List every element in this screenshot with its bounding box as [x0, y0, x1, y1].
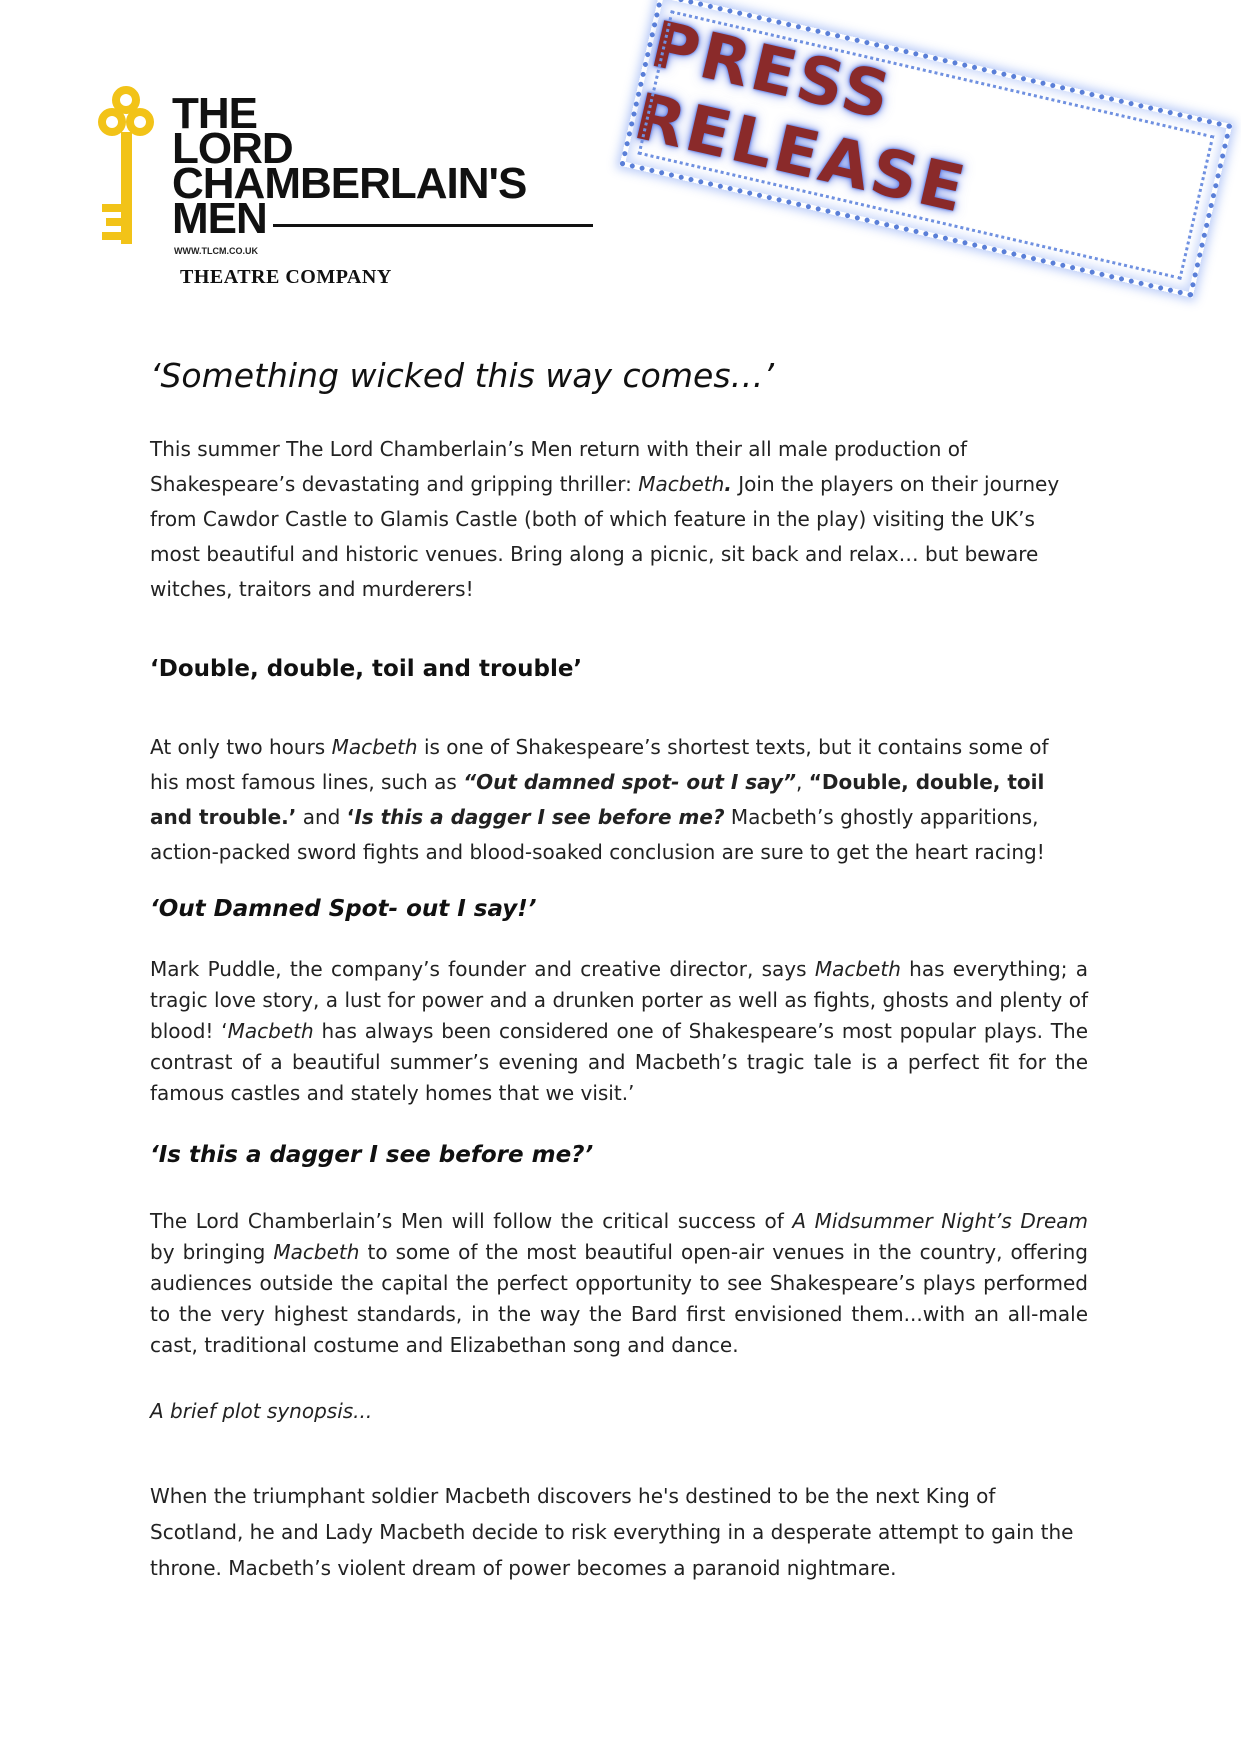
intro-macbeth: Macbeth: [638, 472, 725, 496]
logo-url: WWW.TLCM.CO.UK: [174, 246, 258, 256]
logo-line-lord: LORD: [172, 124, 293, 173]
spot-macbeth-2: Macbeth: [227, 1019, 314, 1043]
double-text-3: ,: [795, 770, 809, 794]
double-macbeth: Macbeth: [331, 735, 418, 759]
logo-theatre-company: THEATRE COMPANY: [180, 266, 392, 288]
logo-line-men: MEN: [172, 194, 267, 243]
spot-macbeth-1: Macbeth: [814, 957, 901, 981]
double-text-5: Macbeth’s ghostly apparitions, action-packed sword fights and blood-soaked conclusion are sure to get the heart racing!: [150, 805, 1045, 864]
double-text-1: At only two hours: [150, 735, 332, 759]
stamp-text: PRESS RELEASE: [627, 7, 974, 229]
spot-text-1: Mark Puddle, the company’s founder and creative director, says: [150, 957, 815, 981]
dagger-midsummer: A Midsummer Night’s Dream: [792, 1209, 1088, 1233]
logo-rule: [273, 224, 593, 227]
intro-text-2: Join the players on their journey from Cawdor Castle to Glamis Castle (both of which feature in the play) visiting the UK’s most beautiful and historic venues. Bring along a picnic, sit back and relax… but beware witches, traitors and murderers!: [150, 472, 1060, 601]
intro-dot: .: [724, 472, 732, 496]
intro-paragraph: [150, 432, 1080, 607]
quote-dagger: Is this a dagger I see before me?: [354, 805, 725, 829]
spot-text-3: has always been considered one of Shakespeare’s most popular plays. The contrast of a beautiful summer’s evening and Macbeth’s tragic tale is a perfect fit for the famous castles and stately homes that we visit.’: [150, 1019, 1088, 1105]
dagger-text-3: to some of the most beautiful open-air venues in the country, offering audiences outside the capital the perfect opportunity to see Shakespeare’s plays performed to the very highest standards, in the way the Bard first envisioned them...with an all-male cast, traditional costume and Elizabethan song and dance.: [150, 1240, 1088, 1357]
spot-text-2: has everything; a tragic love story, a lust for power and a drunken porter as well as fights, ghosts and plenty of blood! ‘: [150, 957, 1088, 1043]
heading-dagger: ‘Is this a dagger I see before me?’: [150, 1142, 594, 1168]
dagger-macbeth: Macbeth: [273, 1240, 360, 1264]
synopsis-label: A brief plot synopsis...: [150, 1399, 373, 1423]
key-icon: [96, 86, 156, 251]
logo-line-chamberlains: CHAMBERLAIN'S: [172, 159, 527, 208]
quote-double-double: “Double, double, toil and trouble.’: [150, 770, 1045, 829]
dagger-text-1: The Lord Chamberlain’s Men will follow the critical success of: [150, 1209, 793, 1233]
page-title: ‘Something wicked this way comes…’: [150, 356, 775, 395]
double-text-2: is one of Shakespeare’s shortest texts, but it contains some of his most famous lines, such as: [150, 735, 1049, 794]
synopsis-paragraph: When the triumphant soldier Macbeth discovers he's destined to be the next King of Scotland, he and Lady Macbeth decide to risk everything in a desperate attempt to gain the throne. Macbeth’s violent dream of power becomes a paranoid nightmare.: [150, 1484, 1074, 1580]
company-logo: [96, 86, 616, 296]
double-paragraph: [150, 730, 1080, 870]
logo-wordmark: [172, 89, 593, 243]
dagger-paragraph: [150, 1206, 1088, 1361]
dagger-text-2: by bringing: [150, 1240, 274, 1264]
logo-line-the: THE: [172, 89, 257, 138]
quote-out-damned-spot: “Out damned spot- out I say”: [463, 770, 796, 794]
heading-out-damned-spot: ‘Out Damned Spot- out I say!’: [150, 896, 537, 922]
intro-text-1: This summer The Lord Chamberlain’s Men return with their all male production of Shakespeare’s devastating and gripping thriller:: [150, 437, 968, 496]
double-text-4: and: [296, 805, 347, 829]
quote-dagger-open: ‘: [346, 805, 355, 829]
heading-double: ‘Double, double, toil and trouble’: [150, 656, 583, 682]
spot-paragraph: [150, 954, 1088, 1109]
stamp-inner-border: [638, 10, 1215, 280]
press-release-stamp: [620, 0, 1233, 298]
